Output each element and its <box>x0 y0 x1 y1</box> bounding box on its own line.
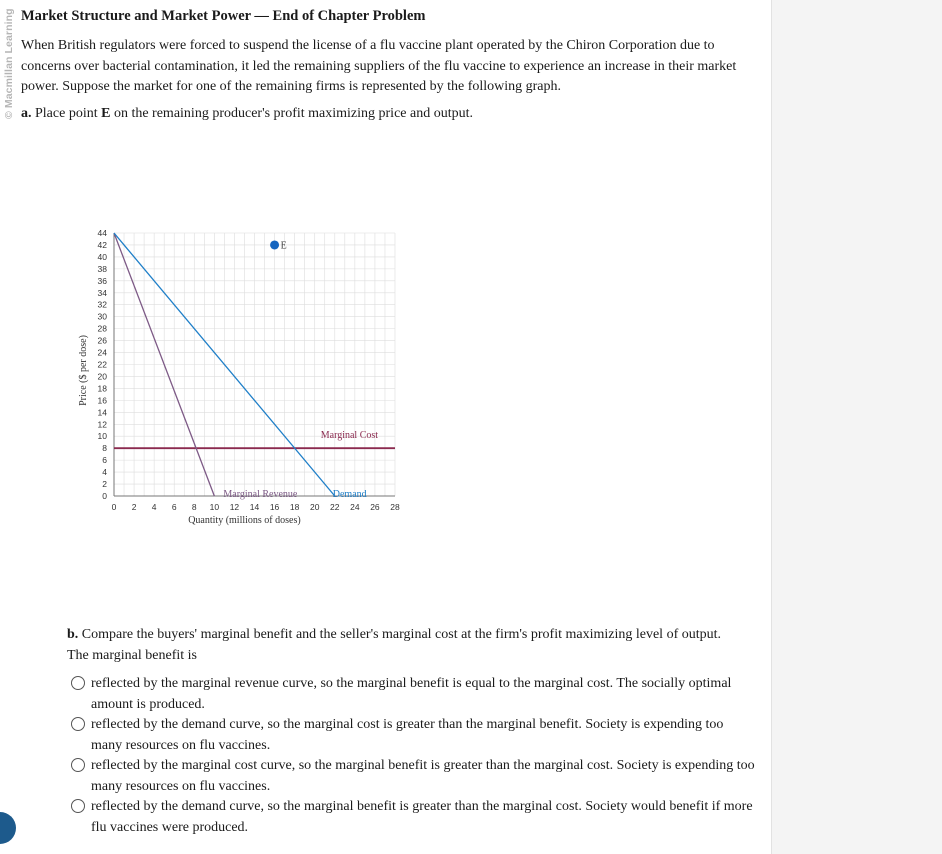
x-tick-label: 6 <box>171 502 177 512</box>
x-tick-label: 28 <box>390 502 400 512</box>
answer-option-text: reflected by the demand curve, so the marginal cost is greater than the marginal benefit. Society is expending too many resources on flu vaccines. <box>91 717 724 753</box>
radio-button-icon[interactable] <box>71 676 85 690</box>
answer-option-3[interactable] <box>71 756 771 797</box>
part-a-instruction <box>21 106 473 122</box>
x-tick-label: 10 <box>209 502 220 512</box>
navigation-tab-icon[interactable] <box>0 812 16 844</box>
y-tick-label: 10 <box>97 431 107 442</box>
answer-option-text: reflected by the marginal cost curve, so the marginal benefit is greater than the marginal cost. Society is expending too many resources on flu vaccines. <box>91 758 755 794</box>
y-tick-label: 2 <box>102 479 107 490</box>
x-tick-label: 8 <box>191 502 197 512</box>
x-tick-label: 20 <box>309 502 320 512</box>
x-tick-label: 12 <box>229 502 240 512</box>
y-tick-label: 42 <box>97 239 107 250</box>
y-tick-label: 24 <box>97 347 107 358</box>
y-tick-label: 16 <box>97 395 107 406</box>
point-e-marker[interactable] <box>270 240 279 249</box>
x-tick-label: 24 <box>350 502 360 512</box>
y-tick-label: 18 <box>97 383 107 394</box>
demand-label: Demand <box>332 489 367 501</box>
radio-button-icon[interactable] <box>71 717 85 731</box>
y-tick-label: 30 <box>97 311 107 322</box>
y-axis-label: Price ($ per dose) <box>78 335 89 406</box>
y-tick-label: 12 <box>97 419 107 430</box>
right-side-panel <box>771 0 942 854</box>
y-tick-label: 28 <box>97 323 107 334</box>
answer-option-1[interactable] <box>71 674 771 715</box>
y-tick-label: 32 <box>97 299 107 310</box>
y-tick-label: 26 <box>97 335 107 346</box>
y-tick-label: 4 <box>102 467 107 478</box>
part-b-question-text: Compare the buyers' marginal benefit and the seller's marginal cost at the firm's profit maximizing level of output. <box>81 627 722 642</box>
answer-option-2[interactable] <box>71 715 771 756</box>
part-a-text-after: on the remaining producer's profit maximizing price and output. <box>110 106 473 121</box>
part-a-label: a. <box>21 106 32 121</box>
x-tick-label: 22 <box>330 502 340 512</box>
answer-options <box>71 674 771 838</box>
x-tick-label: 14 <box>249 502 260 512</box>
part-a-point-name: E <box>101 106 111 121</box>
y-tick-label: 8 <box>102 443 107 454</box>
part-b-label: b. <box>67 627 79 642</box>
answer-option-text: reflected by the marginal revenue curve, so the marginal benefit is equal to the marginal cost. The socially optimal amount is produced. <box>91 676 732 712</box>
watermark: © Macmillan Learning <box>3 8 15 119</box>
chart-grid <box>114 233 395 496</box>
market-chart[interactable] <box>73 224 433 534</box>
answer-option-text: reflected by the demand curve, so the marginal benefit is greater than the marginal cost. Society would benefit if more flu vaccines were produced. <box>91 799 753 835</box>
marginal-revenue-label: Marginal Revenue <box>223 489 298 501</box>
x-tick-label: 2 <box>131 502 137 512</box>
y-tick-label: 20 <box>97 371 107 382</box>
y-tick-label: 14 <box>97 407 107 418</box>
part-b-question <box>67 625 767 666</box>
intro-paragraph: When British regulators were forced to suspend the license of a flu vaccine plant operated by the Chiron Corporation due to concerns over bacterial contamination, it led the remaining suppliers of the flu vaccine to experience an increase in their market power. Suppose the market for one of the remaining firms is represented by the following graph. <box>21 38 737 94</box>
y-tick-label: 36 <box>97 275 107 286</box>
x-tick-label: 16 <box>269 502 280 512</box>
part-a-text-before: Place point <box>35 106 102 121</box>
y-tick-label: 6 <box>102 455 107 466</box>
y-tick-label: 0 <box>102 491 107 501</box>
y-tick-label: 40 <box>97 251 107 262</box>
x-tick-label: 0 <box>111 502 117 512</box>
radio-button-icon[interactable] <box>71 758 85 772</box>
x-tick-label: 26 <box>370 502 380 512</box>
radio-button-icon[interactable] <box>71 799 85 813</box>
marginal-cost-label: Marginal Cost <box>320 430 379 442</box>
y-tick-label: 44 <box>97 228 107 238</box>
part-b-prompt: The marginal benefit is <box>67 647 197 663</box>
x-axis-label: Quantity (millions of doses) <box>188 515 301 526</box>
answer-option-4[interactable] <box>71 797 771 838</box>
page-title: Market Structure and Market Power — End of Chapter Problem <box>21 8 426 24</box>
x-tick-label: 18 <box>289 502 300 512</box>
point-e-label: E <box>280 240 287 252</box>
y-tick-label: 38 <box>97 263 107 274</box>
y-tick-label: 22 <box>97 359 107 370</box>
x-tick-label: 4 <box>151 502 157 512</box>
y-tick-label: 34 <box>97 287 107 298</box>
